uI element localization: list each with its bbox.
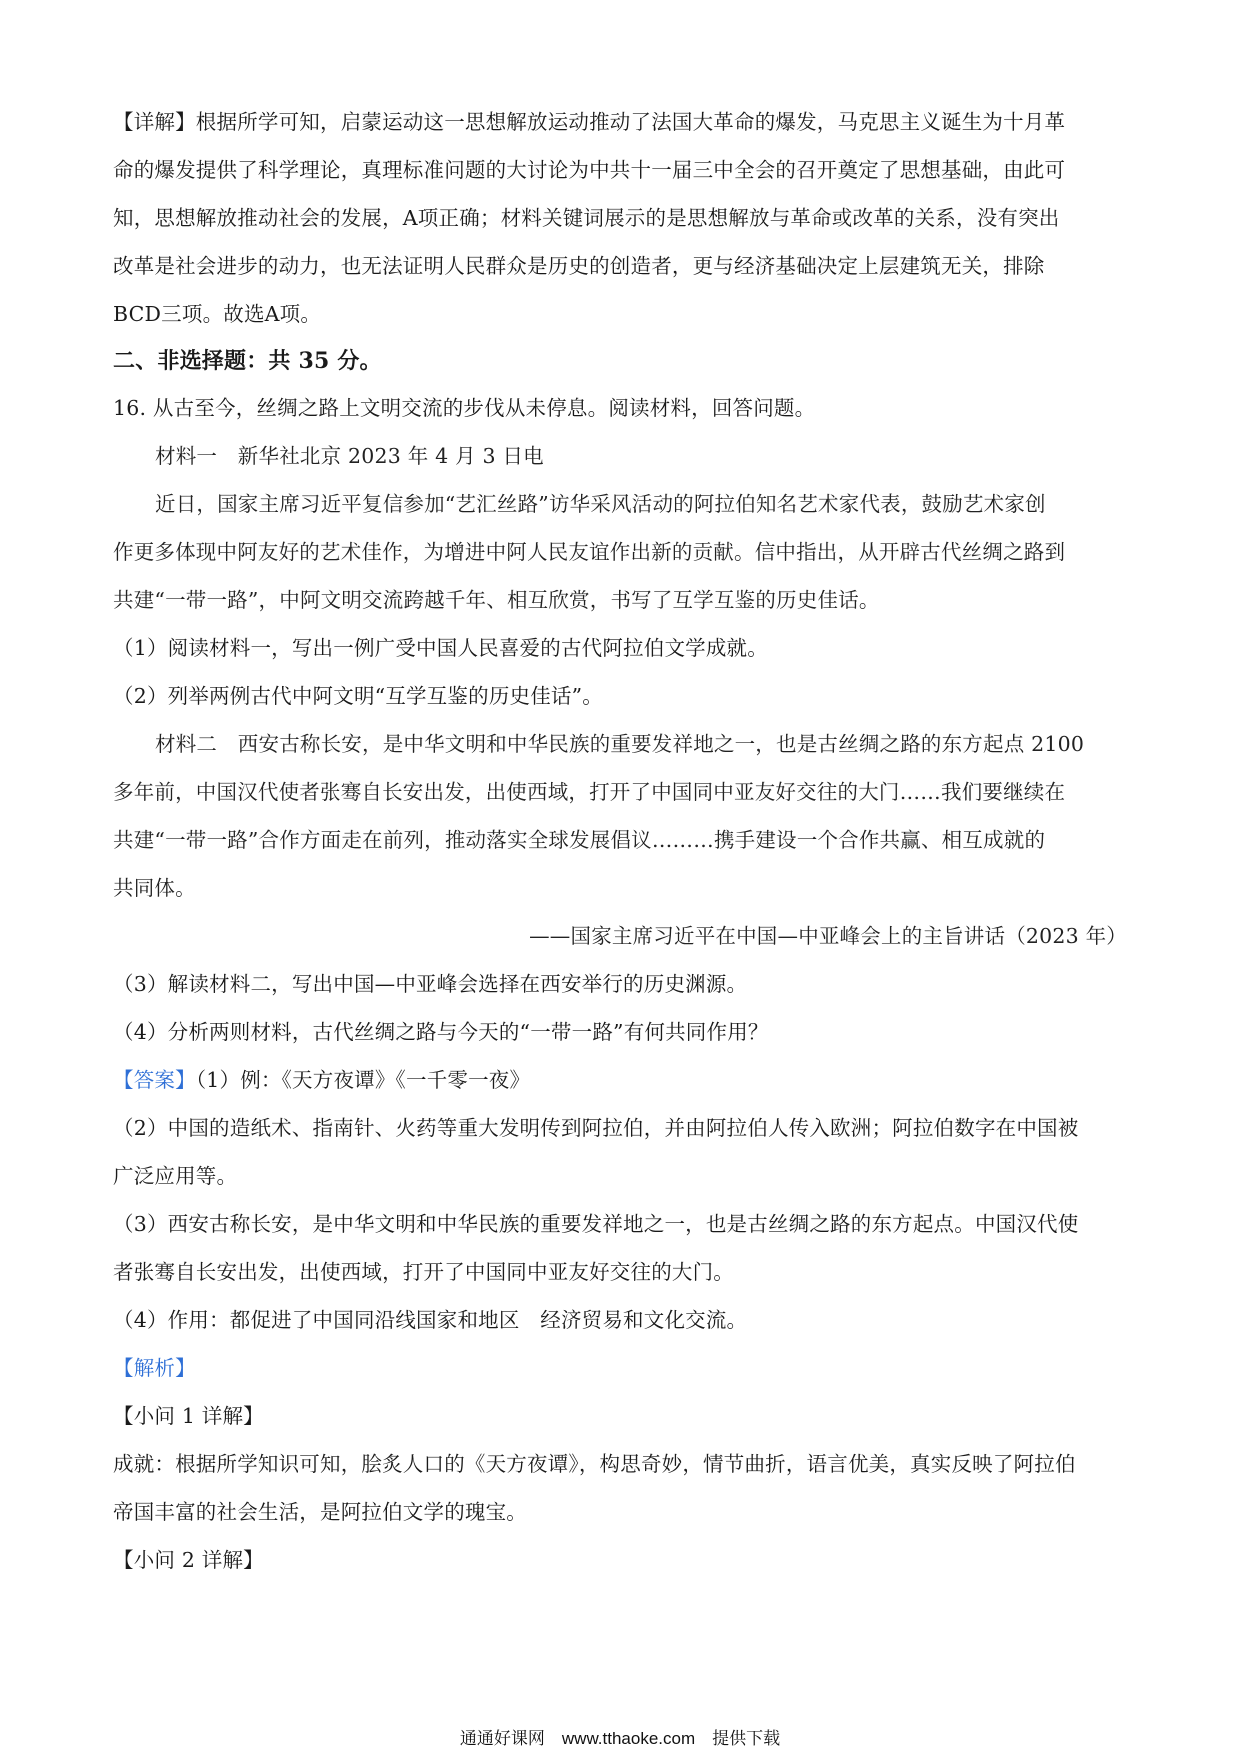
answer-3-line-1: （3）西安古称长安，是中华文明和中华民族的重要发祥地之一，也是古丝绸之路的东方起点。中国汉代使 [113,1212,1079,1236]
material2-line-4: 共同体。 [113,876,196,900]
section-heading: 二、非选择题：共 35 分。 [113,348,382,374]
analysis-label: 【解析】 [113,1356,196,1380]
answer-4: （4）作用：都促进了中国同沿线国家和地区 经济贸易和文化交流。 [113,1308,748,1332]
detail-line-5: BCD三项。故选A项。 [113,302,322,326]
detail-line-1: 【详解】根据所学可知，启蒙运动这一思想解放运动推动了法国大革命的爆发，马克思主义诞生为十月革 [113,110,1066,134]
material2-line-3: 共建“一带一路”合作方面走在前列，推动落实全球发展倡议………携手建设一个合作共赢、相互成就的 [113,828,1046,852]
answer-3-line-2: 者张骞自长安出发，出使西域，打开了中国同中亚友好交往的大门。 [113,1260,734,1284]
analysis-q1-label: 【小问 1 详解】 [113,1404,264,1428]
answer-label: 【答案】 [113,1068,196,1092]
sub-question-1: （1）阅读材料一，写出一例广受中国人民喜爱的古代阿拉伯文学成就。 [113,636,768,660]
material2-source: ——国家主席习近平在中国—中亚峰会上的主旨讲话（2023 年） [529,924,1127,948]
material1-line-3: 共建“一带一路”，中阿文明交流跨越千年、相互欣赏，书写了互学互鉴的历史佳话。 [113,588,880,612]
material2-line-1: 材料二 西安古称长安，是中华文明和中华民族的重要发祥地之一，也是古丝绸之路的东方起点 2100 [155,732,1085,756]
document-page [113,98,1133,1584]
sub-question-2: （2）列举两例古代中阿文明“互学互鉴的历史佳话”。 [113,684,604,708]
material2-line-2: 多年前，中国汉代使者张骞自长安出发，出使西域，打开了中国同中亚友好交往的大门……我们要继续在 [113,780,1066,804]
answer-2-line-2: 广泛应用等。 [113,1164,238,1188]
sub-question-4: （4）分析两则材料，古代丝绸之路与今天的“一带一路”有何共同作用？ [113,1020,769,1044]
answer-1: （1）例：《天方夜谭》《一千零一夜》 [195,1068,531,1092]
material1-title: 材料一 新华社北京 2023 年 4 月 3 日电 [155,444,544,468]
sub-question-3: （3）解读材料二，写出中国—中亚峰会选择在西安举行的历史渊源。 [113,972,748,996]
detail-line-2: 命的爆发提供了科学理论，真理标准问题的大讨论为中共十一届三中全会的召开奠定了思想基础，由此可 [113,158,1066,182]
material1-line-2: 作更多体现中阿友好的艺术佳作，为增进中阿人民友谊作出新的贡献。信中指出，从开辟古代丝绸之路到 [113,540,1066,564]
material1-line-1: 近日，国家主席习近平复信参加“艺汇丝路”访华采风活动的阿拉伯知名艺术家代表，鼓励艺术家创 [155,492,1046,516]
analysis-q1-line-1: 成就：根据所学知识可知，脍炙人口的《天方夜谭》，构思奇妙，情节曲折，语言优美，真实反映了阿拉伯 [113,1452,1076,1476]
detail-line-4: 改革是社会进步的动力，也无法证明人民群众是历史的创造者，更与经济基础决定上层建筑无关，排除 [113,254,1045,278]
question-stem: 16. 从古至今，丝绸之路上文明交流的步伐从未停息。阅读材料，回答问题。 [113,396,816,420]
detail-line-3: 知，思想解放推动社会的发展，A项正确；材料关键词展示的是思想解放与革命或改革的关系，没有突出 [113,206,1060,230]
answer-1-line [113,1056,1133,1104]
answer-2-line-1: （2）中国的造纸术、指南针、火药等重大发明传到阿拉伯，并由阿拉伯人传入欧洲；阿拉伯数字在中国被 [113,1116,1079,1140]
analysis-q2-label: 【小问 2 详解】 [113,1548,264,1572]
page-footer: 通通好课网 www.tthaoke.com 提供下载 [459,1729,781,1748]
analysis-q1-line-2: 帝国丰富的社会生活，是阿拉伯文学的瑰宝。 [113,1500,527,1524]
